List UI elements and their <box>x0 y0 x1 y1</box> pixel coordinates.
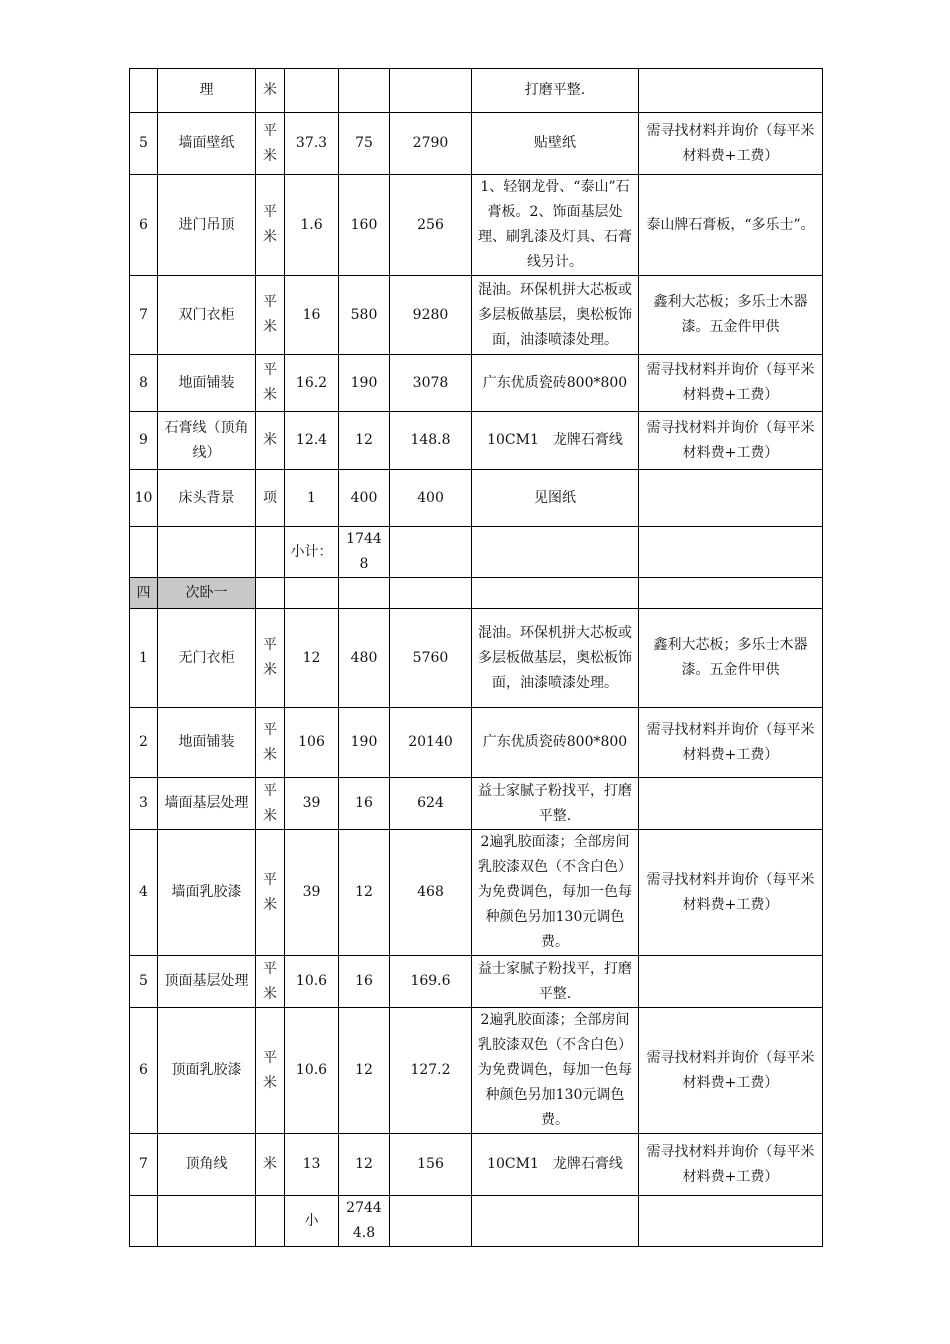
item-unit-price: 16 <box>339 778 390 830</box>
table-row <box>130 470 823 527</box>
item-note: 需寻找材料并询价（每平米材料费+工费） <box>639 830 823 956</box>
item-total <box>390 69 472 113</box>
item-quantity: 10.6 <box>285 956 339 1008</box>
empty-cell <box>390 1196 472 1247</box>
item-unit: 米 <box>256 412 285 470</box>
item-note: 需寻找材料并询价（每平米材料费+工费） <box>639 1008 823 1134</box>
item-total: 624 <box>390 778 472 830</box>
table-row <box>130 1008 823 1134</box>
item-unit: 米 <box>256 69 285 113</box>
item-note: 需寻找材料并询价（每平米材料费+工费） <box>639 412 823 470</box>
item-quantity: 16.2 <box>285 355 339 412</box>
subtotal-value: 27444.8 <box>339 1196 390 1247</box>
empty-cell <box>130 1196 158 1247</box>
item-name: 顶面基层处理 <box>158 956 256 1008</box>
item-description: 广东优质瓷砖800*800 <box>472 708 639 778</box>
item-index: 4 <box>130 830 158 956</box>
item-description: 见图纸 <box>472 470 639 527</box>
item-unit-price <box>339 69 390 113</box>
item-name: 双门衣柜 <box>158 276 256 355</box>
item-note: 鑫利大芯板；多乐士木器漆。五金件甲供 <box>639 276 823 355</box>
subtotal-row <box>130 527 823 578</box>
empty-cell <box>256 1196 285 1247</box>
item-index: 3 <box>130 778 158 830</box>
item-unit-price: 190 <box>339 355 390 412</box>
item-description: 混油。环保机拼大芯板或多层板做基层，奥松板饰面，油漆喷漆处理。 <box>472 609 639 708</box>
item-index: 6 <box>130 1008 158 1134</box>
item-description: 打磨平整. <box>472 69 639 113</box>
empty-cell <box>130 527 158 578</box>
item-unit-price: 480 <box>339 609 390 708</box>
empty-cell <box>472 578 639 609</box>
table-row <box>130 276 823 355</box>
empty-cell <box>639 1196 823 1247</box>
table-row <box>130 113 823 175</box>
item-quantity: 106 <box>285 708 339 778</box>
section-header-row <box>130 578 823 609</box>
subtotal-value: 17448 <box>339 527 390 578</box>
item-unit-price: 12 <box>339 830 390 956</box>
table-row <box>130 708 823 778</box>
table-row <box>130 412 823 470</box>
item-index: 8 <box>130 355 158 412</box>
empty-cell <box>472 527 639 578</box>
item-name: 顶角线 <box>158 1134 256 1196</box>
item-name: 床头背景 <box>158 470 256 527</box>
item-note <box>639 778 823 830</box>
item-name: 墙面壁纸 <box>158 113 256 175</box>
item-description: 贴壁纸 <box>472 113 639 175</box>
table-row <box>130 175 823 276</box>
table-row <box>130 355 823 412</box>
item-unit: 平米 <box>256 175 285 276</box>
item-total: 400 <box>390 470 472 527</box>
item-description: 1、轻钢龙骨、“泰山”石膏板。2、饰面基层处理、刷乳漆及灯具、石膏线另计。 <box>472 175 639 276</box>
item-total: 2790 <box>390 113 472 175</box>
item-total: 127.2 <box>390 1008 472 1134</box>
item-quantity: 39 <box>285 778 339 830</box>
empty-cell <box>285 578 339 609</box>
item-unit-price: 75 <box>339 113 390 175</box>
item-unit: 平米 <box>256 355 285 412</box>
item-name: 石膏线（顶角线） <box>158 412 256 470</box>
item-quantity <box>285 69 339 113</box>
item-description: 益士家腻子粉找平，打磨平整. <box>472 956 639 1008</box>
section-index: 四 <box>130 578 158 609</box>
item-unit: 米 <box>256 1134 285 1196</box>
item-unit-price: 12 <box>339 1134 390 1196</box>
item-index: 7 <box>130 276 158 355</box>
item-index: 1 <box>130 609 158 708</box>
empty-cell <box>390 578 472 609</box>
item-index: 6 <box>130 175 158 276</box>
item-quantity: 16 <box>285 276 339 355</box>
item-index: 10 <box>130 470 158 527</box>
item-unit-price: 400 <box>339 470 390 527</box>
empty-cell <box>339 578 390 609</box>
item-note <box>639 69 823 113</box>
item-unit: 平米 <box>256 708 285 778</box>
empty-cell <box>639 578 823 609</box>
empty-cell <box>256 527 285 578</box>
item-description: 10CM1 龙牌石膏线 <box>472 412 639 470</box>
section-title: 次卧一 <box>158 578 256 609</box>
subtotal-label: 小计： <box>285 527 339 578</box>
item-name: 无门衣柜 <box>158 609 256 708</box>
item-total: 5760 <box>390 609 472 708</box>
table-row <box>130 609 823 708</box>
item-quantity: 37.3 <box>285 113 339 175</box>
item-total: 256 <box>390 175 472 276</box>
item-name: 墙面基层处理 <box>158 778 256 830</box>
item-note <box>639 956 823 1008</box>
item-unit-price: 16 <box>339 956 390 1008</box>
empty-cell <box>158 1196 256 1247</box>
item-unit: 项 <box>256 470 285 527</box>
item-unit-price: 160 <box>339 175 390 276</box>
item-quantity: 39 <box>285 830 339 956</box>
item-description: 广东优质瓷砖800*800 <box>472 355 639 412</box>
table-row <box>130 956 823 1008</box>
item-unit: 平米 <box>256 956 285 1008</box>
item-note: 需寻找材料并询价（每平米材料费+工费） <box>639 1134 823 1196</box>
item-note: 需寻找材料并询价（每平米材料费+工费） <box>639 708 823 778</box>
item-name: 墙面乳胶漆 <box>158 830 256 956</box>
item-name: 地面铺装 <box>158 708 256 778</box>
table-row <box>130 1134 823 1196</box>
item-quantity: 1 <box>285 470 339 527</box>
item-total: 169.6 <box>390 956 472 1008</box>
item-unit: 平米 <box>256 609 285 708</box>
subtotal-label: 小 <box>285 1196 339 1247</box>
item-index: 5 <box>130 113 158 175</box>
subtotal-row <box>130 1196 823 1247</box>
item-unit-price: 12 <box>339 1008 390 1134</box>
empty-cell <box>639 527 823 578</box>
item-description: 10CM1 龙牌石膏线 <box>472 1134 639 1196</box>
item-description: 2遍乳胶面漆；全部房间乳胶漆双色（不含白色）为免费调色，每加一色每种颜色另加130元调色费。 <box>472 1008 639 1134</box>
item-description: 2遍乳胶面漆；全部房间乳胶漆双色（不含白色）为免费调色，每加一色每种颜色另加130元调色费。 <box>472 830 639 956</box>
item-quantity: 10.6 <box>285 1008 339 1134</box>
item-description: 混油。环保机拼大芯板或多层板做基层，奥松板饰面，油漆喷漆处理。 <box>472 276 639 355</box>
item-unit-price: 12 <box>339 412 390 470</box>
table-row <box>130 69 823 113</box>
item-note: 需寻找材料并询价（每平米材料费+工费） <box>639 355 823 412</box>
item-name: 进门吊顶 <box>158 175 256 276</box>
empty-cell <box>390 527 472 578</box>
item-total: 20140 <box>390 708 472 778</box>
item-total: 9280 <box>390 276 472 355</box>
item-unit: 平米 <box>256 830 285 956</box>
item-name: 地面铺装 <box>158 355 256 412</box>
item-index: 9 <box>130 412 158 470</box>
item-note: 鑫利大芯板；多乐士木器漆。五金件甲供 <box>639 609 823 708</box>
item-quantity: 12.4 <box>285 412 339 470</box>
budget-table <box>129 68 823 1247</box>
empty-cell <box>256 578 285 609</box>
item-unit: 平米 <box>256 113 285 175</box>
item-unit: 平米 <box>256 276 285 355</box>
item-name: 顶面乳胶漆 <box>158 1008 256 1134</box>
item-index: 7 <box>130 1134 158 1196</box>
item-total: 3078 <box>390 355 472 412</box>
item-unit-price: 580 <box>339 276 390 355</box>
item-unit: 平米 <box>256 1008 285 1134</box>
item-unit-price: 190 <box>339 708 390 778</box>
item-quantity: 12 <box>285 609 339 708</box>
table-row <box>130 830 823 956</box>
item-total: 148.8 <box>390 412 472 470</box>
item-name: 理 <box>158 69 256 113</box>
item-quantity: 13 <box>285 1134 339 1196</box>
item-total: 156 <box>390 1134 472 1196</box>
item-note <box>639 470 823 527</box>
item-note: 需寻找材料并询价（每平米材料费+工费） <box>639 113 823 175</box>
item-index: 2 <box>130 708 158 778</box>
empty-cell <box>158 527 256 578</box>
item-quantity: 1.6 <box>285 175 339 276</box>
table-row <box>130 778 823 830</box>
item-index: 5 <box>130 956 158 1008</box>
empty-cell <box>472 1196 639 1247</box>
item-total: 468 <box>390 830 472 956</box>
item-unit: 平米 <box>256 778 285 830</box>
item-index <box>130 69 158 113</box>
item-description: 益士家腻子粉找平，打磨平整. <box>472 778 639 830</box>
item-note: 泰山牌石膏板，“多乐士”。 <box>639 175 823 276</box>
